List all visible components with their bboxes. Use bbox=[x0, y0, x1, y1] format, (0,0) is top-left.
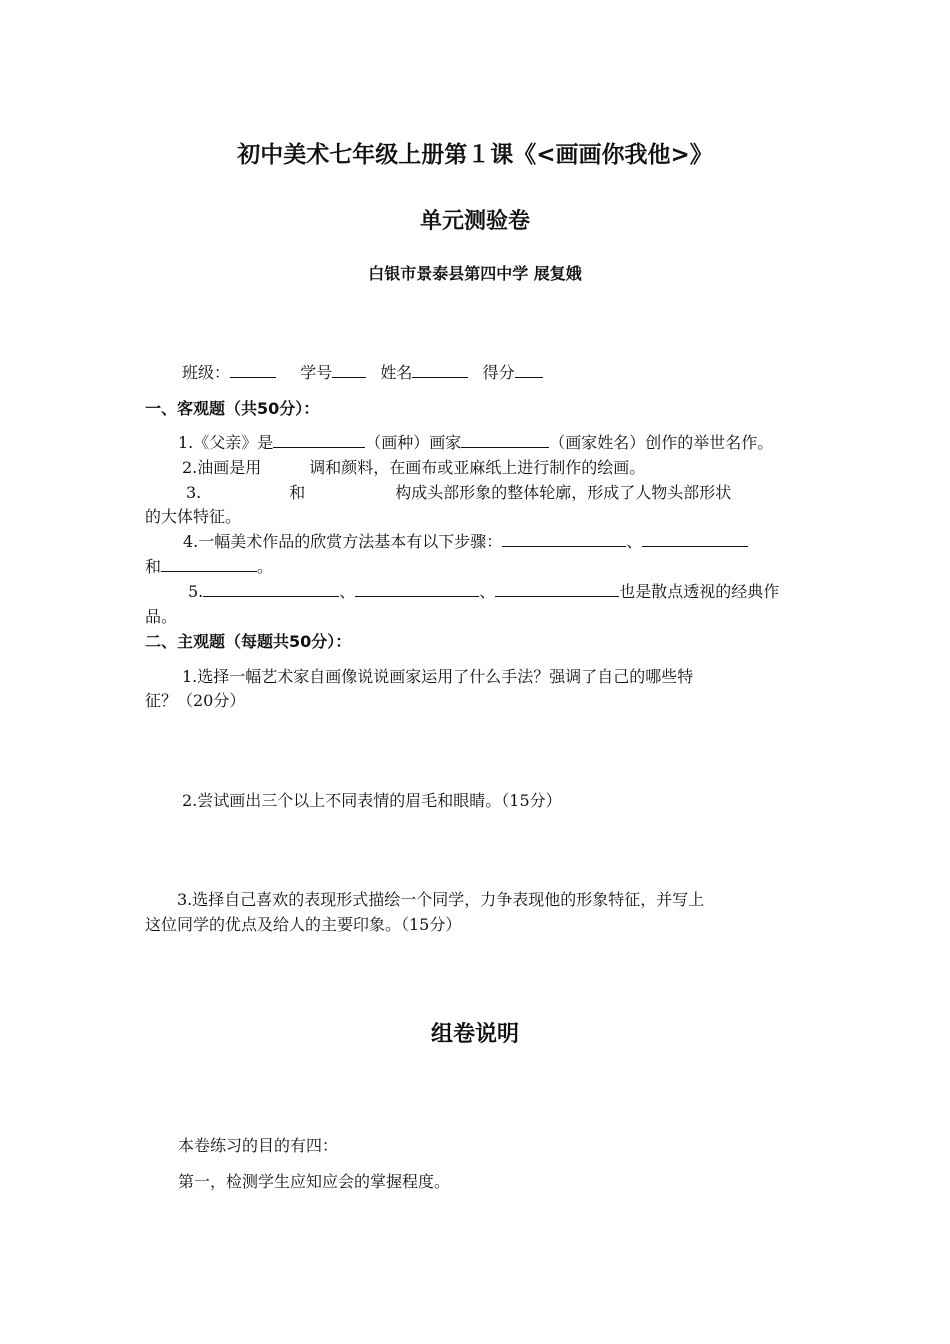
name-blank bbox=[412, 362, 468, 378]
q1-4-sep: 、 bbox=[626, 532, 643, 551]
q1-4-blank-3 bbox=[161, 556, 257, 572]
q1-1-text-b: （画种）画家 bbox=[365, 433, 462, 452]
q1-4-end: 。 bbox=[257, 557, 274, 576]
question-1-4 bbox=[183, 529, 748, 552]
q1-1-blank-2 bbox=[461, 432, 549, 448]
score-blank bbox=[515, 362, 543, 378]
q1-5-text-c: 也是散点透视的经典作 bbox=[619, 582, 780, 601]
class-label: 班级： bbox=[182, 363, 231, 382]
question-1-4-cont bbox=[145, 554, 273, 577]
q1-2-text-a: 2.油画是用 bbox=[182, 458, 262, 477]
q1-5-sep-1: 、 bbox=[339, 582, 356, 601]
section2-heading: 二、主观题（每题共50分）： bbox=[145, 632, 352, 651]
question-1-1 bbox=[178, 430, 773, 453]
document-subtitle: 单元测验卷 bbox=[419, 209, 530, 234]
q1-3-text-a: 3. bbox=[186, 483, 202, 502]
class-blank bbox=[230, 362, 276, 378]
q1-4-text-b: 和 bbox=[145, 557, 162, 576]
section1-heading: 一、客观题（共50分）： bbox=[145, 399, 320, 418]
q1-4-blank-2 bbox=[642, 531, 748, 547]
student-info-line bbox=[182, 360, 543, 383]
q1-3-text-b: 和 bbox=[289, 483, 306, 502]
question-2-2: 2.尝试画出三个以上不同表情的眉毛和眼睛。（15分） bbox=[182, 791, 562, 810]
question-2-1-cont: 征？（20分） bbox=[145, 691, 246, 710]
q1-5-blank-3 bbox=[495, 581, 619, 597]
question-1-3 bbox=[186, 480, 731, 503]
author-line: 白银市景泰县第四中学 展复娥 bbox=[368, 264, 582, 283]
question-2-1: 1.选择一幅艺术家自画像说说画家运用了什么手法？强调了自己的哪些特 bbox=[182, 667, 694, 686]
q1-1-text-a: 1.《父亲》是 bbox=[178, 433, 274, 452]
question-2-3: 3.选择自己喜欢的表现形式描绘一个同学，力争表现他的形象特征，并写上 bbox=[177, 890, 705, 909]
question-1-5-cont: 品。 bbox=[145, 607, 178, 626]
q1-1-blank-1 bbox=[273, 432, 365, 448]
name-label: 姓名 bbox=[380, 363, 413, 382]
q1-3-text-c: 构成头部形象的整体轮廓，形成了人物头部形状 bbox=[395, 483, 732, 502]
score-label: 得分 bbox=[482, 363, 515, 382]
notes-paragraph-2: 第一，检测学生应知应会的掌握程度。 bbox=[178, 1172, 451, 1191]
notes-paragraph-1: 本卷练习的目的有四： bbox=[178, 1136, 339, 1155]
question-1-5 bbox=[188, 579, 779, 602]
q1-5-text-a: 5. bbox=[188, 582, 204, 601]
q1-1-text-c: （画家姓名）创作的举世名作。 bbox=[549, 433, 774, 452]
q1-5-blank-2 bbox=[355, 581, 479, 597]
q1-4-blank-1 bbox=[502, 531, 626, 547]
q1-5-blank-1 bbox=[203, 581, 339, 597]
notes-heading: 组卷说明 bbox=[430, 1022, 519, 1047]
number-label: 学号 bbox=[300, 363, 333, 382]
document-title: 初中美术七年级上册第１课《<画画你我他>》 bbox=[237, 142, 713, 168]
q1-4-text-a: 4.一幅美术作品的欣赏方法基本有以下步骤： bbox=[183, 532, 503, 551]
number-blank bbox=[332, 362, 366, 378]
question-1-3-cont: 的大体特征。 bbox=[145, 507, 242, 526]
question-1-2 bbox=[182, 455, 645, 478]
q1-5-sep-2: 、 bbox=[479, 582, 496, 601]
q1-2-text-b: 调和颜料，在画布或亚麻纸上进行制作的绘画。 bbox=[309, 458, 646, 477]
question-2-3-cont: 这位同学的优点及给人的主要印象。（15分） bbox=[145, 915, 462, 934]
